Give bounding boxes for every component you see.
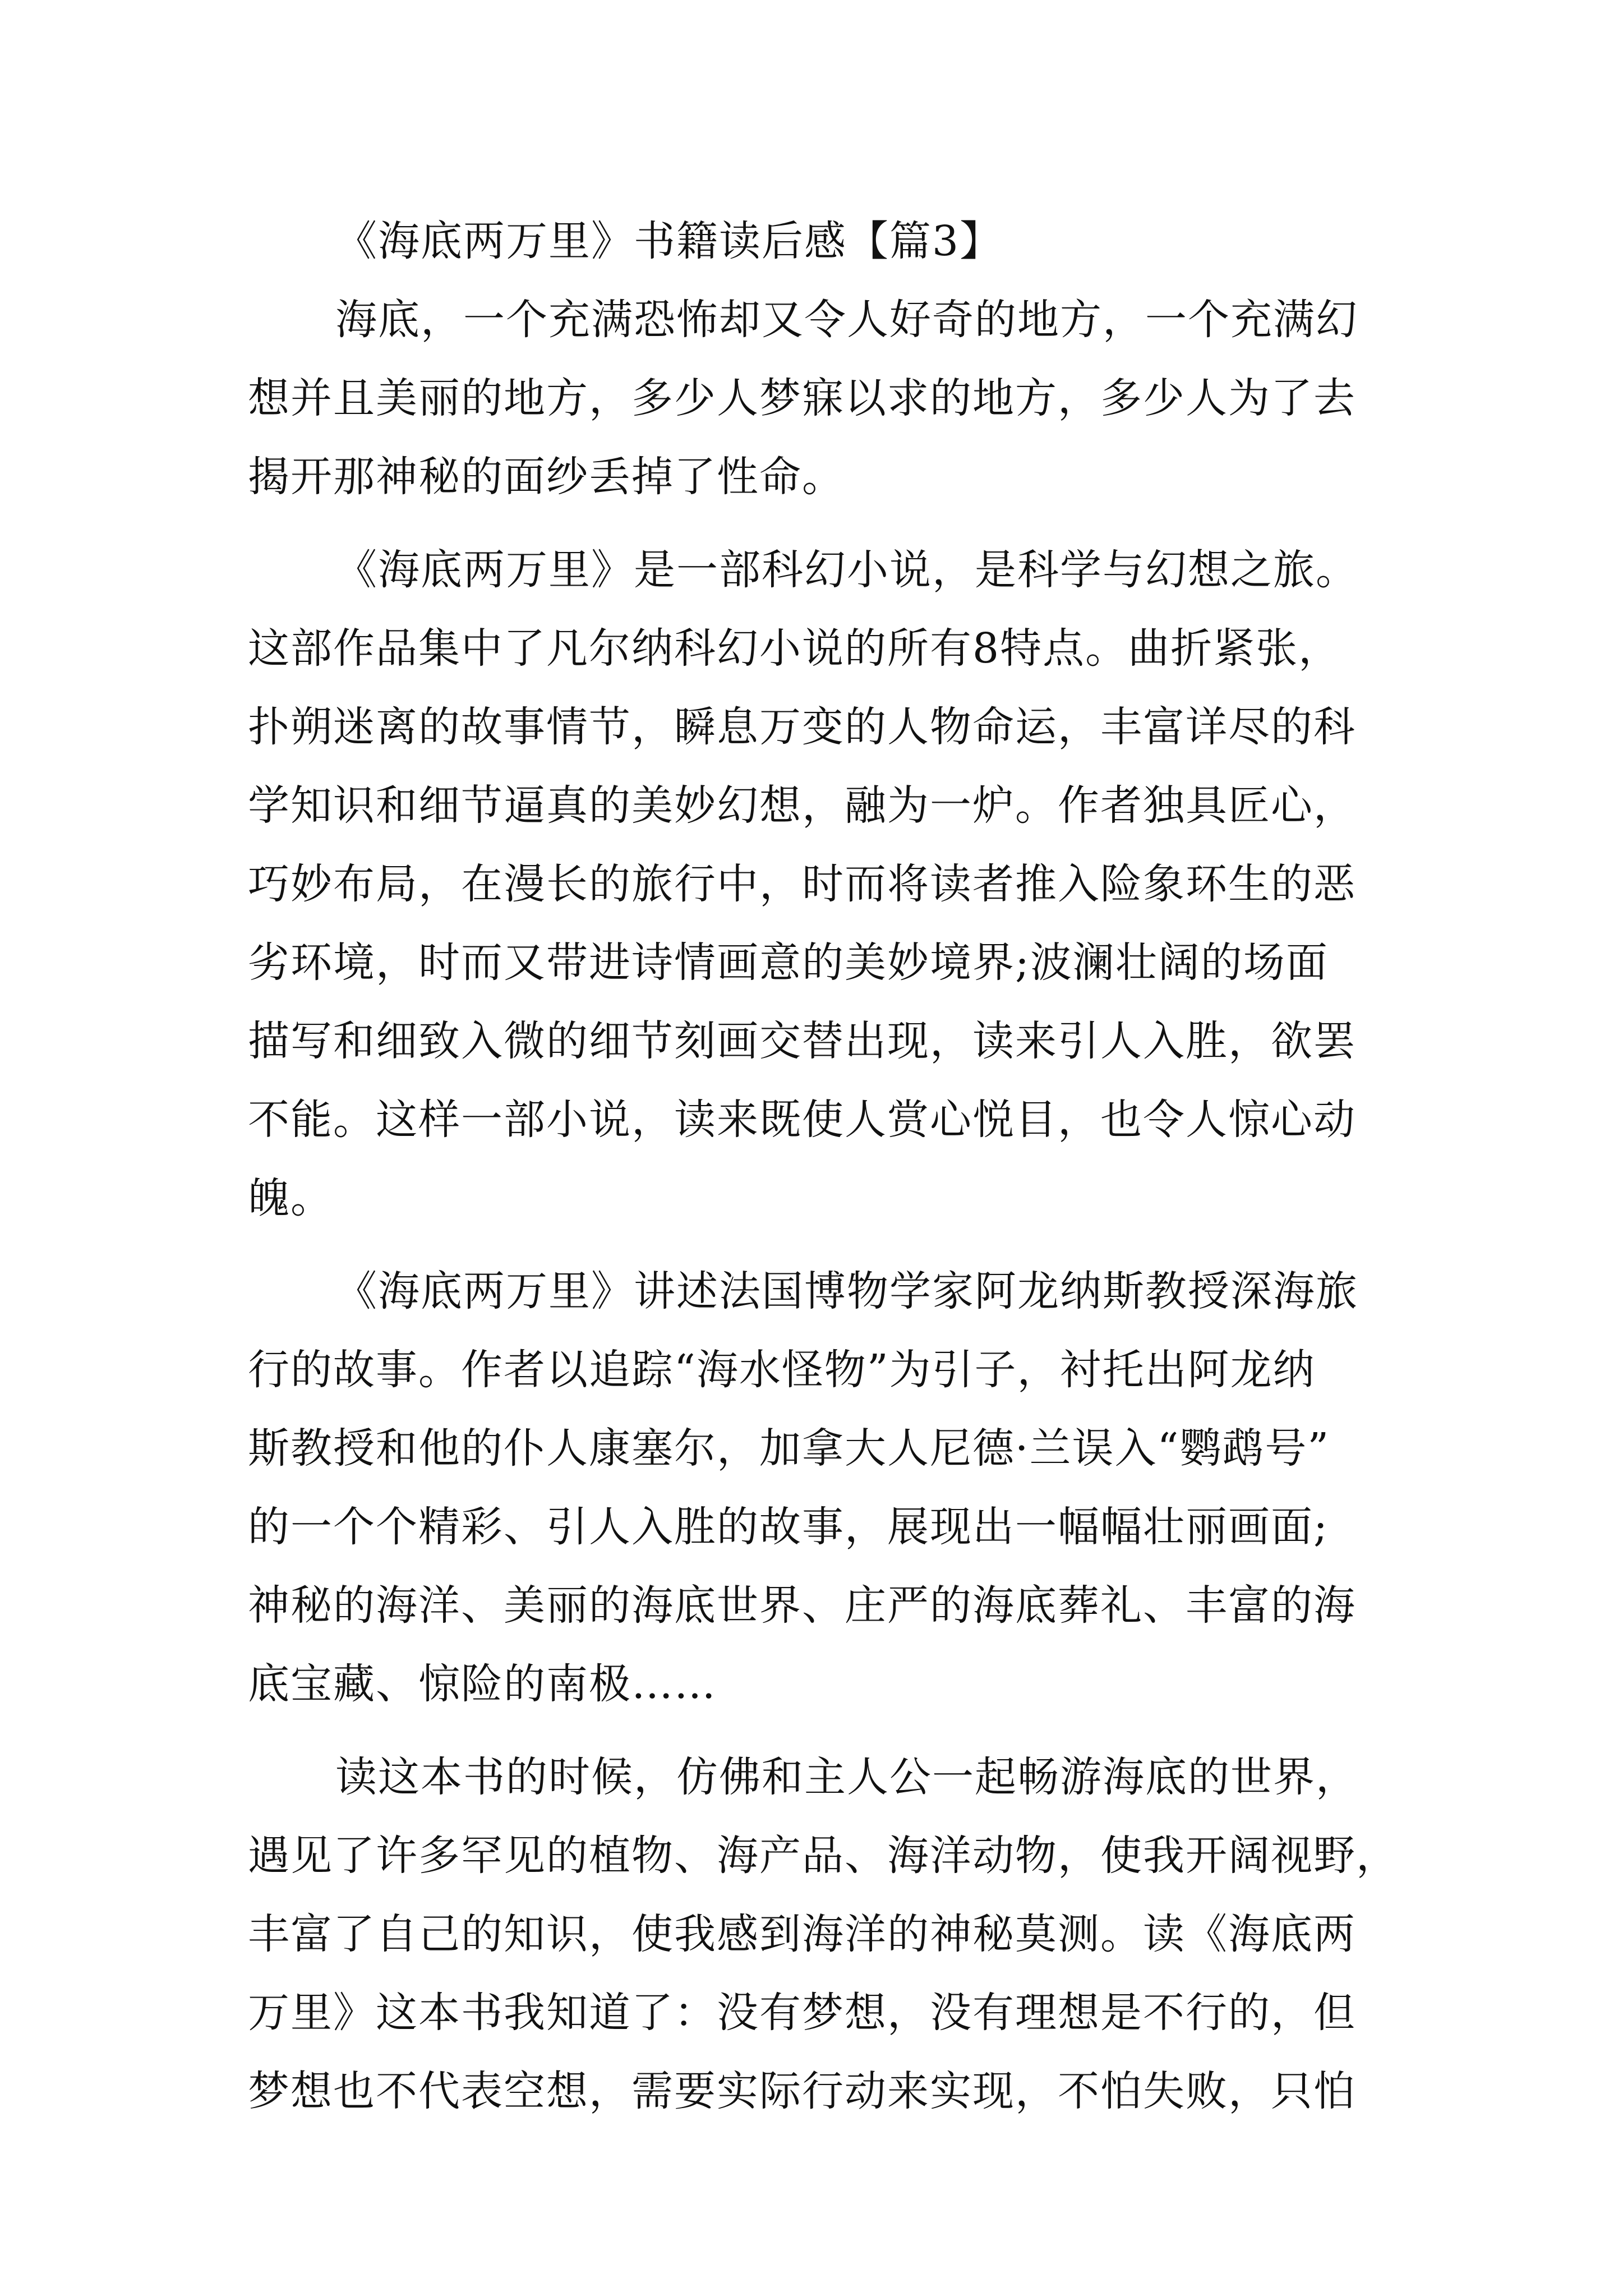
document-title: 《海底两万里》书籍读后感【篇3】 — [335, 217, 1003, 265]
paragraph-4 — [248, 1738, 1399, 2131]
paragraph-line: 底宝藏、惊险的南极…… — [248, 1660, 717, 1708]
paragraph-gap — [248, 1723, 1392, 1738]
paragraph-line: 《海底两万里》是一部科幻小说，是科学与幻想之旅。 — [335, 546, 1358, 594]
paragraph-line: 行的故事。作者以追踪“海水怪物”为引子，衬托出阿龙纳 — [248, 1346, 1316, 1394]
paragraph-line: 劣环境，时而又带进诗情画意的美妙境界;波澜壮阔的场面 — [248, 938, 1329, 987]
paragraph-line: 梦想也不代表空想，需要实际行动来实现，不怕失败，只怕 — [248, 2067, 1356, 2115]
paragraph-line: 海底，一个充满恐怖却又令人好奇的地方，一个充满幻 — [335, 296, 1358, 344]
paragraph-1 — [248, 280, 1392, 516]
paragraph-line: 想并且美丽的地方，多少人梦寐以求的地方，多少人为了去 — [248, 374, 1356, 422]
paragraph-2 — [248, 531, 1392, 1237]
paragraph-line: 揭开那神秘的面纱丢掉了性命。 — [248, 453, 845, 501]
paragraph-line: 丰富了自己的知识，使我感到海洋的神秘莫测。读《海底两 — [248, 1910, 1356, 1958]
paragraph-line: 魄。 — [248, 1174, 333, 1222]
paragraph-line: 这部作品集中了凡尔纳科幻小说的所有8特点。曲折紧张， — [248, 624, 1341, 673]
paragraph-line: 不能。这样一部小说，读来既使人赏心悦目，也令人惊心动 — [248, 1096, 1356, 1144]
paragraph-line: 万里》这本书我知道了：没有梦想，没有理想是不行的，但 — [248, 1989, 1356, 2037]
paragraph-line: 遇见了许多罕见的植物、海产品、海洋动物，使我开阔视野， — [248, 1832, 1399, 1880]
paragraph-line: 的一个个精彩、引人入胜的故事，展现出一幅幅壮丽画面; — [248, 1503, 1329, 1551]
document-body — [248, 202, 1399, 2131]
paragraph-gap — [248, 1237, 1392, 1252]
paragraph-line: 巧妙布局，在漫长的旅行中，时而将读者推入险象环生的恶 — [248, 860, 1356, 908]
paragraph-line: 扑朔迷离的故事情节，瞬息万变的人物命运，丰富详尽的科 — [248, 703, 1356, 751]
paragraph-3 — [248, 1252, 1392, 1723]
paragraph-gap — [248, 516, 1392, 531]
paragraph-line: 斯教授和他的仆人康塞尔，加拿大人尼德·兰误入“鹦鹉号” — [248, 1424, 1330, 1473]
paragraph-line: 神秘的海洋、美丽的海底世界、庄严的海底葬礼、丰富的海 — [248, 1581, 1356, 1630]
paragraph-line: 描写和细致入微的细节刻画交替出现，读来引人入胜，欲罢 — [248, 1017, 1356, 1065]
paragraph-line: 《海底两万里》讲述法国博物学家阿龙纳斯教授深海旅 — [335, 1267, 1358, 1315]
paragraph-line: 读这本书的时候，仿佛和主人公一起畅游海底的世界， — [335, 1753, 1358, 1801]
paragraph-line: 学知识和细节逼真的美妙幻想，融为一炉。作者独具匠心， — [248, 781, 1356, 830]
